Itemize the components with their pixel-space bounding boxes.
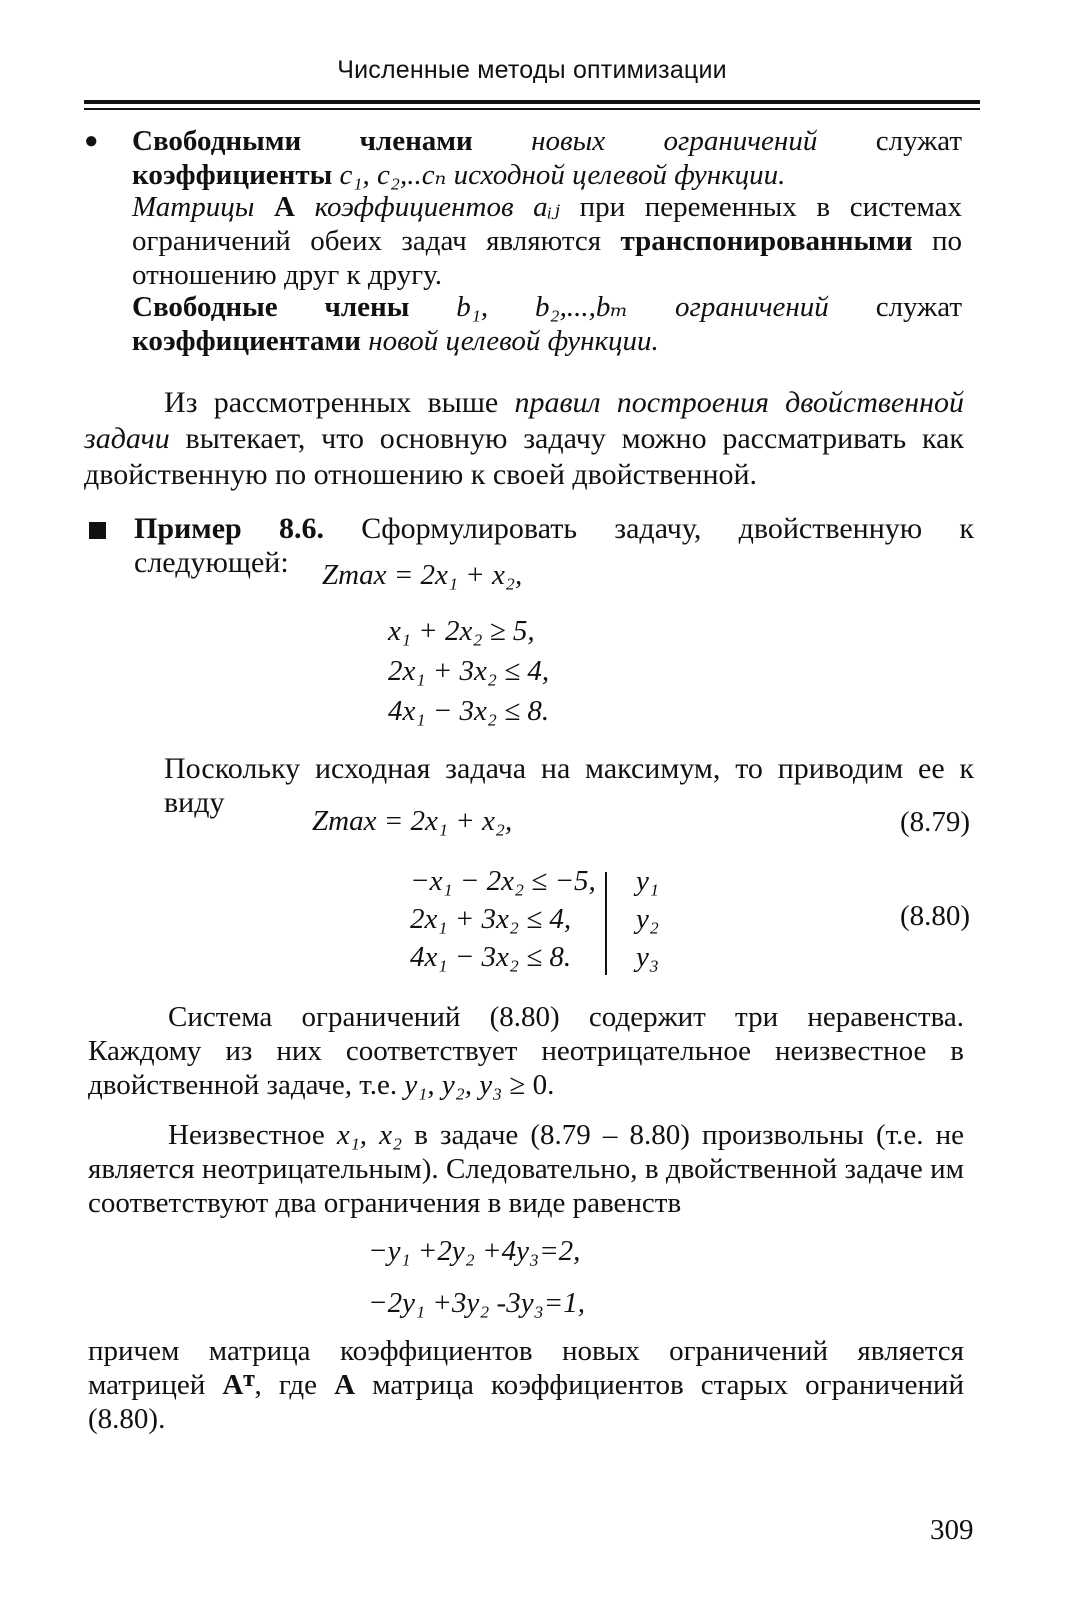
- italic-term: новой целевой функции.: [368, 325, 659, 357]
- text-fragment: Сформулировать задачу, двойственную к следующей:: [134, 512, 974, 579]
- dual-variable-y2: y₂: [636, 903, 659, 935]
- text-fragment: по отношению друг к другу.: [132, 225, 963, 291]
- constraint-3: 4x₁ − 3x₂ ≤ 8.: [388, 695, 550, 727]
- bold-term: Aᵀ: [222, 1369, 255, 1401]
- bullet-paragraph: [132, 124, 962, 192]
- header-rule-thin: [84, 108, 980, 110]
- bold-term: Свободные члены: [132, 291, 410, 323]
- text-fragment: Неизвестное: [168, 1119, 325, 1151]
- final-paragraph: [88, 1334, 964, 1436]
- running-header: Численные методы оптимизации: [337, 56, 727, 84]
- text-fragment: в задаче (8.79 – 8.80) произвольны (т.е. не является неотрицательным). Следовательно, в двойственной задаче им соответствуют два ограничения в виде равенств: [88, 1119, 965, 1219]
- objective-2: Zmax = 2x₁ + x₂,: [312, 805, 513, 837]
- example-statement: [134, 512, 974, 580]
- equality-1: −y₁ +2y₂ +4y₃=2,: [368, 1235, 581, 1267]
- matrix-paragraph: [132, 190, 962, 292]
- equation-number-879: (8.79): [900, 806, 971, 838]
- bold-term: коэффициенты: [132, 159, 333, 191]
- constraint-1: x₁ + 2x₂ ≥ 5,: [388, 615, 535, 647]
- bold-term: А: [334, 1369, 356, 1401]
- text-fragment: матрица коэффициентов старых ограничений (8.80).: [88, 1369, 964, 1435]
- text-fragment: причем матрица коэффициентов новых ограничений является матрицей: [88, 1335, 964, 1401]
- text-fragment: Система ограничений (8.80) содержит три неравенства. Каждому из них соответствует неотрицательное неизвестное в двойственной задаче, т.е.: [88, 1001, 964, 1101]
- italic-term: y₁, y₂, y₃: [404, 1069, 503, 1101]
- text-fragment: при переменных в системах ограничений обеих задач являются: [132, 191, 963, 257]
- canonical-constraint-1: −x₁ − 2x₂ ≤ −5,: [410, 865, 596, 897]
- text-fragment: вытекает, что основную задачу можно рассматривать как двойственную по отношению к своей двойственной.: [84, 422, 964, 491]
- since-paragraph: Поскольку исходная задача на максимум, то приводим ее к виду: [164, 752, 974, 819]
- text-fragment: ≥ 0.: [509, 1069, 555, 1101]
- italic-term: b₁, b₂,...,bₘ ограничений: [456, 291, 829, 323]
- dual-variable-y3: y₃: [636, 941, 659, 973]
- bold-term: А: [273, 191, 295, 223]
- text-fragment: Из рассмотренных выше: [164, 386, 499, 419]
- equality-2: −2y₁ +3y₂ -3y₃=1,: [368, 1287, 585, 1319]
- example-label: Пример 8.6.: [134, 512, 324, 545]
- bullet-icon: ●: [84, 128, 99, 154]
- dual-variable-separator: [605, 872, 607, 975]
- system-paragraph: [88, 1000, 964, 1102]
- italic-term: правил построения двойственной задачи: [84, 386, 964, 455]
- constraint-2: 2x₁ + 3x₂ ≤ 4,: [388, 655, 550, 687]
- rules-paragraph: [84, 385, 964, 493]
- text-fragment: служат: [875, 125, 963, 157]
- text-fragment: служат: [875, 291, 963, 323]
- text-fragment: , где: [254, 1369, 317, 1401]
- unknown-paragraph: [88, 1118, 964, 1220]
- objective-1: Zmax = 2x₁ + x₂,: [322, 559, 523, 591]
- free-terms-paragraph: [132, 290, 962, 358]
- italic-term: Матрицы: [132, 191, 255, 223]
- header-rule-thick: [84, 100, 980, 104]
- page-number: 309: [930, 1514, 974, 1546]
- canonical-constraint-2: 2x₁ + 3x₂ ≤ 4,: [410, 903, 572, 935]
- example-square-icon: [89, 522, 106, 539]
- bold-term: Свободными членами: [132, 125, 473, 157]
- bold-term: коэффициентами: [132, 325, 361, 357]
- bold-term: транспонированными: [620, 225, 913, 257]
- italic-term: x₁, x₂: [336, 1119, 403, 1151]
- italic-term: новых ограничений: [531, 125, 818, 157]
- dual-variable-y1: y₁: [636, 865, 659, 897]
- italic-term: c₁, c₂,..cₙ исходной целевой функции.: [339, 159, 786, 191]
- italic-term: коэффициентов aᵢⱼ: [314, 191, 560, 223]
- canonical-constraint-3: 4x₁ − 3x₂ ≤ 8.: [410, 941, 572, 973]
- equation-number-880: (8.80): [900, 900, 971, 932]
